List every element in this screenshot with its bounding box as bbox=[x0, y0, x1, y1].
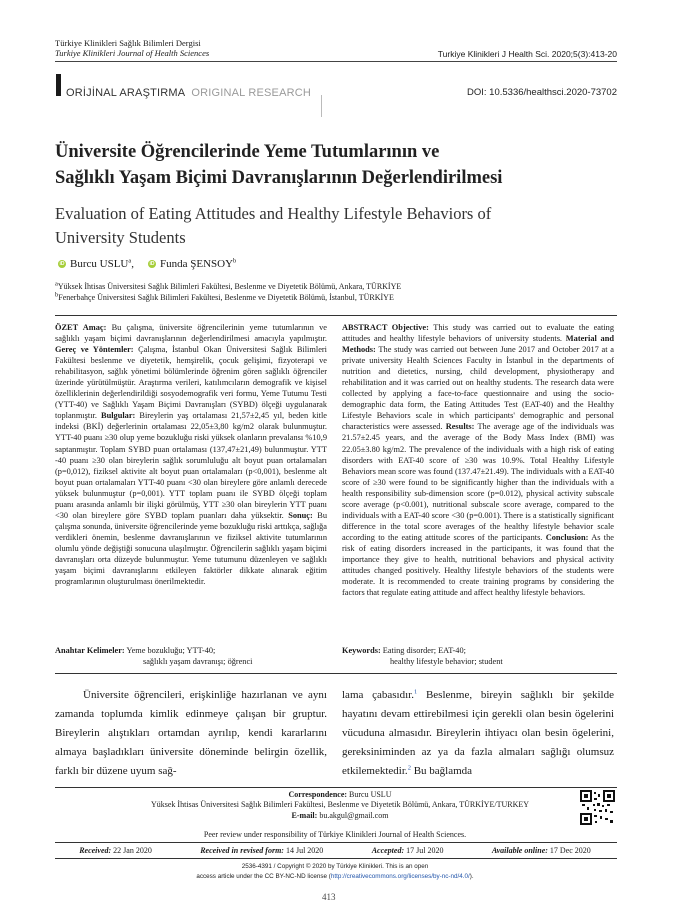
keywords-en: Keywords: Eating disorder; EAT-40; healthy lifestyle behavior; student bbox=[342, 646, 503, 666]
section-label-en: ORIGINAL RESEARCH bbox=[191, 87, 312, 99]
section-label bbox=[66, 87, 311, 99]
received-date: Received: 22 Jan 2020 bbox=[79, 846, 152, 855]
journal-name-en: Turkiye Klinikleri Journal of Health Sciences bbox=[55, 48, 210, 58]
orcid-icon[interactable]: iD bbox=[59, 261, 65, 267]
journal-name-tr: Türkiye Klinikleri Sağlık Bilimleri Dergisi bbox=[55, 38, 201, 48]
keywords-tr: Anahtar Kelimeler: Yeme bozukluğu; YTT-40; sağlıklı yaşam davranışı; öğrenci bbox=[55, 646, 253, 666]
email-link[interactable]: bu.akgul@gmail.com bbox=[319, 811, 389, 820]
title-tr bbox=[55, 139, 625, 191]
author-2: Funda ŞENSOY$^b$ bbox=[160, 257, 237, 270]
title-en-line1: Evaluation of Eating Attitudes and Healthy Lifestyle Behaviors of bbox=[55, 204, 492, 223]
doi[interactable]: DOI: 10.5336/healthsci.2020-73702 bbox=[467, 87, 617, 98]
copyright-line1: 2536-4391 / Copyright © 2020 by Türkiye Klinikleri. This is an open bbox=[241, 863, 429, 870]
copyright-line2: access article under the CC BY-NC-ND license (http://creativecommons.org/licenses/by-nc-nd/4.0/). bbox=[196, 873, 474, 880]
authors bbox=[58, 258, 236, 270]
reference-link[interactable]: 2 bbox=[407, 764, 411, 772]
body-text-right: lama çabasıdır.$^1$ Beslenme, bireyin sağlıklı bir şekilde hayatını devam ettirebilmesi için gerekli olan besin ögelerini vücuduna almasıdır. Bireylerin ihtiyacı olan besin ögelerini, gereksiniminden az ya da fazla almaları sağlığı olumsuz etkilemektedir.$^2$ Bu bağlamda bbox=[342, 688, 614, 778]
author-1: Burcu USLU$^a$, bbox=[70, 257, 134, 270]
affiliation-b: $^b$Fenerbahçe Üniversitesi Sağlık Bilimleri Fakültesi, Beslenme ve Diyetetik Bölümü, İstanbul, TÜRKİYE bbox=[55, 291, 394, 302]
revised-date: Received in revised form: 14 Jul 2020 bbox=[200, 846, 324, 855]
page-number: 413 bbox=[322, 892, 336, 902]
section-divider bbox=[321, 95, 322, 117]
qr-code-icon[interactable] bbox=[580, 790, 615, 825]
correspondence-divider bbox=[55, 787, 617, 788]
title-en bbox=[55, 202, 625, 250]
title-tr-line2: Sağlıklı Yaşam Biçimi Davranışlarının Değerlendirilmesi bbox=[55, 168, 503, 188]
body-text-left: Üniversite öğrencileri, erişkinliğe hazırlanan ve aynı zamanda toplumda kimlik edinmeye çalışan bir gruptur. Bireylerin alıştıkları ortamdan ayrılıp, kendi kararlarını almaya başladıkları üniversite döneminde belirgin özellik, farklı bir düzene uyum sağ- bbox=[55, 689, 327, 778]
correspondence-address: Yüksek İhtisas Üniversitesi Sağlık Bilimleri Fakültesi, Beslenme ve Diyetetik Bölümü, Ankara, TÜRKİYE/TURKEY bbox=[150, 800, 530, 809]
license-link[interactable]: http://creativecommons.org/licenses/by-nc-nd/4.0/ bbox=[330, 873, 470, 880]
header-divider bbox=[55, 61, 617, 62]
section-label-tr: ORİJİNAL ARAŞTIRMA bbox=[66, 87, 186, 99]
abstract-divider-top bbox=[55, 315, 617, 316]
abstract-en: ABSTRACT Objective: This study was carried out to evaluate the eating attitudes and healthy lifestyle behaviors of university students. Material and Methods: The study was carried out between June 2017 and October 2017 at a private university Health Sciences Faculty in İstanbul in the departments of nutrition and dietetics, nursing, child development, physiotherapy and rehabilitation and it was carried out on healthy students. The research data were collected by applying a face-to-face questionnaire and using the socio-demographic data form, the Eating Attitudes Test (EAT-40) and the Healthy Lifestyle Behaviors scale in which participants' demographic and personal characteristics were assessed. Results: The average age of the individuals was 21.57±2.45 years, and the average of the Body Mass Index (BMI) was 22.05±3.80 kg/m2. The prevalence of the individuals with a high risk of eating disorders with EAT-40 score of ≥30 was 10.9%. Total Healthy Lifestyle Behaviors mean score was found (137.47±21.49). The individuals with a EAT-40 score of ≥30 were found to be significantly higher than the individuals with a health responsibility sub-dimension score (p=0.012), physical activity subscale score average (p<0.001), nutritional subscale score average, compared to the individuals with a EAT-40 score <30 (p=0.001). There is a statistically significant difference in the total score averages of the healthy lifestyle behavior scale according to the eating attitude scores of the participants. Conclusion: As the risk of eating disorders increased in the participants, it was found that the importance they give to health, nutritional behaviors and physical activity attitudes changed positively. Healthy lifestyle behaviors of the students were moderate. It is recommended to create training programs by considering the factors that regulate eating attitude and affect healthy lifestyle behaviors. bbox=[342, 323, 614, 598]
orcid-icon[interactable]: iD bbox=[149, 261, 155, 267]
dates-divider-bottom bbox=[55, 858, 617, 859]
reference-link[interactable]: 1 bbox=[413, 688, 418, 696]
correspondence-email: E-mail: bu.akgul@gmail.com bbox=[291, 811, 389, 820]
correspondence-header: Correspondence: Burcu USLU bbox=[288, 790, 392, 799]
peer-review-note: Peer review under responsibility of Türkiye Klinikleri Journal of Health Sciences. bbox=[203, 830, 467, 839]
abstract-divider-bottom bbox=[55, 673, 617, 674]
dates-divider-top bbox=[55, 842, 617, 843]
accepted-date: Accepted: 17 Jul 2020 bbox=[371, 846, 444, 855]
abstract-tr: ÖZET Amaç: Bu çalışma, üniversite öğrencilerinin yeme tutumlarının ve sağlıklı yaşam biçimi davranışlarının değerlendirilmesi amacıyla yapılmıştır. Gereç ve Yöntemler: Çalışma, İstanbul Okan Üniversitesi Sağlık Bilimleri Fakültesi beslenme ve diyetetik, hemşirelik, çocuk gelişimi, fizyoterapi ve rehabilitasyon, sağlık yönetimi bölümlerinde öğrenim gören sağlıklı öğrenciler üzerinde yürütülmüştür. Araştırma verileri, katılımcıların demografik ve kişisel özelliklerinin değerlendirildiği sosyodemografik veri formu, Yeme Tutumu Testi (YTT-40) ve Sağlıklı Yaşam Biçimi Davranışları (SYBD) ölçeği uygulanarak toplanmıştır. Bulgular: Bireylerin yaş ortalaması 21,57±2,45 yıl, beden kitle indeksi (BKİ) değerlerinin ortalaması 22,05±3,80 kg/m2 olarak bulunmuştur. YTT-40 puanı ≥30 olup yeme bozukluğu riski yüksek olanların prevalansı %10,9 saptanmıştır. Toplam SYBD puan ortalaması (137,47±21,49) bulunmuştur. YTT -40 puanı ≥30 olan bireylerin sağlık sorumluluğu alt boyut puan ortalamaları (p=0,012), fiziksel aktivite alt boyut puan ortalamaları (p<0,001), beslenme alt boyut puan ortalamaları YTT-40 puanı <30 olan bireylere göre anlamlı derecede yüksek bulunmuştur (p=0,001). YTT toplam puanı ile SYBD ölçeği toplam puanı arasında anlamlı bir ilişki görülmüş, YTT ≥30 olan bireylerin YTT puanı <30 olan bireylere göre SYBD toplam puanları daha yüksektir. Sonuç: Bu çalışma sonunda, üniversite öğrencilerinde yeme bozukluğu riski arttıkça, sağlığa verdikleri önemin, beslenme davranışlarının ve fiziksel aktivite tutumlarının olumlu yönde değiştiği sonucuna ulaşılmıştır. Öğrencilerin sağlıklı yaşam biçimi davranışları orta düzeyde bulunmuştur. Yeme tutumunu düzenleyen ve sağlıklı yaşam biçimi davranışlarını etkileyen faktörler dikkate alınarak eğitim programlarının oluşturulması önerilmektedir. bbox=[55, 323, 328, 587]
article-dates bbox=[55, 846, 615, 855]
title-en-line2: University Students bbox=[55, 228, 186, 247]
section-bar bbox=[56, 74, 61, 96]
title-tr-line1: Üniversite Öğrencilerinde Yeme Tutumlarının ve bbox=[55, 142, 440, 162]
citation: Turkiye Klinikleri J Health Sci. 2020;5(3):413-20 bbox=[437, 49, 617, 59]
online-date: Available online: 17 Dec 2020 bbox=[491, 846, 591, 855]
affiliation-a: $^a$Yüksek İhtisas Üniversitesi Sağlık Bilimleri Fakültesi, Beslenme ve Diyetetik Bölümü, Ankara, TÜRKİYE bbox=[55, 280, 402, 291]
